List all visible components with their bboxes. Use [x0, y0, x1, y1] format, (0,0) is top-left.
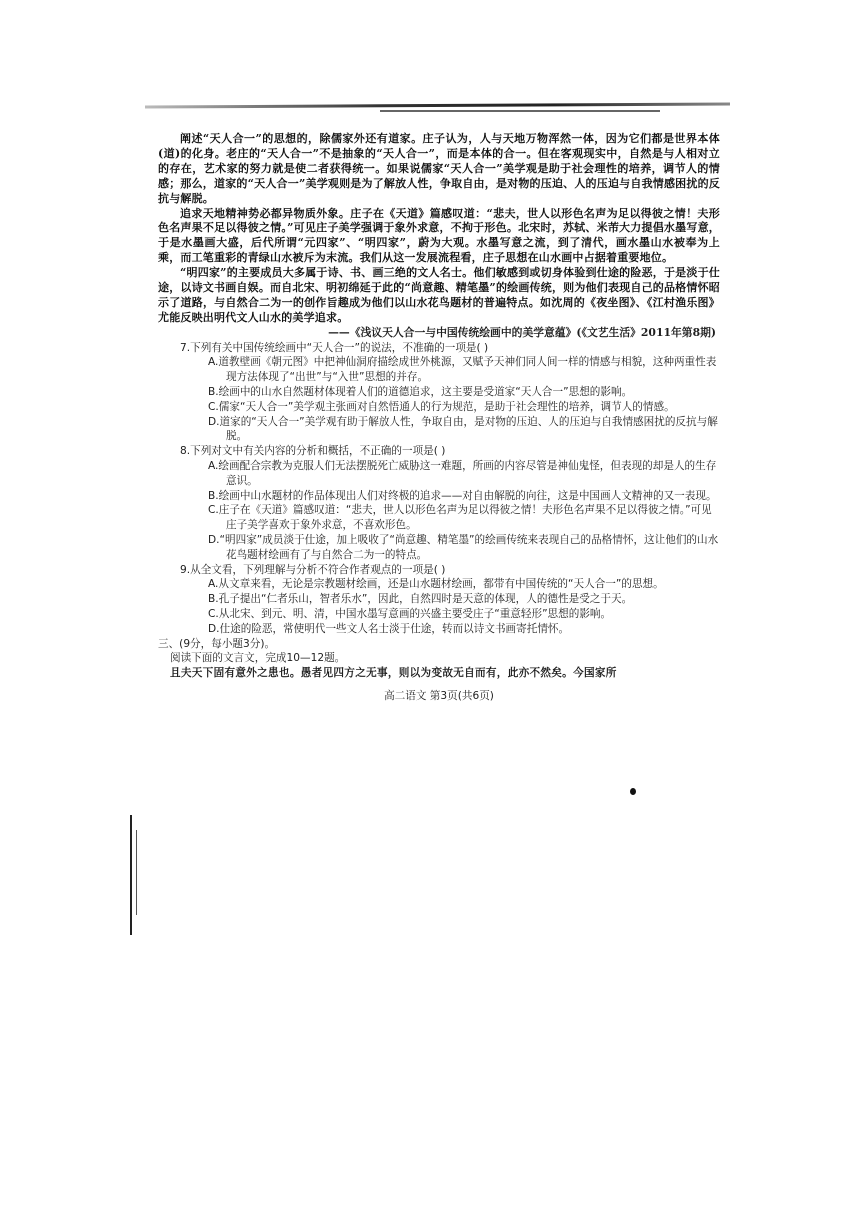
question-stem	[180, 563, 720, 578]
option-a: A.绘画配合宗教为克服人们无法摆脱死亡威胁这一难题，所画的内容尽管是神仙鬼怪，但表现的却是人的生存意识。	[208, 460, 717, 487]
exam-page	[158, 132, 720, 704]
option-b: B.绘画中山水题材的作品体现出人们对终极的追求——对自由解脱的向往，这是中国画人文精神的又一表现。	[208, 489, 717, 502]
section-instruction: 阅读下面的文言文，完成10—12题。	[170, 652, 346, 665]
question-text: 下列有关中国传统绘画中“天人合一”的说法，不准确的一项是( )	[190, 341, 489, 354]
option-c: C.儒家“天人合一”美学观主张画对自然悟通人的行为规范，是助于社会理性的培养，调节人的情感。	[208, 400, 675, 413]
option-c: C.从北宋、到元、明、清，中国水墨写意画的兴盛主要受庄子“重意轻形”思想的影响。	[208, 608, 612, 621]
question-stem	[180, 444, 720, 459]
question-list	[158, 341, 720, 681]
scan-left-edge-secondary	[136, 830, 137, 915]
passage-source: ——《浅议天人合一与中国传统绘画中的美学意蕴》(《文艺生活》2011年第8期)	[328, 325, 716, 339]
section-heading: 三、(9分，每小题3分)。	[158, 637, 276, 650]
option-d: D.仕途的险恶，常使明代一些文人名士淡于仕途，转而以诗文书画寄托情怀。	[208, 622, 570, 635]
option-a: A.从文章来看，无论是宗教题材绘画，还是山水题材绘画，都带有中国传统的“天人合一”的思想。	[208, 578, 664, 591]
scan-left-edge	[130, 815, 132, 935]
option-b: B.孔子提出“仁者乐山，智者乐水”，因此，自然四时是天意的体现，人的德性是受之于天。	[208, 593, 633, 606]
option-a: A.道教壁画《朝元图》中把神仙洞府描绘成世外桃源，又赋予天神们同人间一样的情感与相貌，这种两重性表现方法体现了“出世”与“入世”思想的并存。	[208, 356, 717, 384]
passage-paragraph: “明四家”的主要成员大多属于诗、书、画三绝的文人名士。他们敏感到或切身体验到仕途的险恶，于是淡于仕途，以诗文书画自娱。而自北宋、明初绵延于此的“尚意趣、精笔墨”的绘画传统，则为他们表现自己的品格情怀昭示了道路，与自然合二为一的创作旨趣成为他们以山水花鸟题材的普遍特点。如沈周的《夜坐图》、《江村渔乐图》尤能反映出明代文人山水的美学追求。	[158, 266, 720, 324]
option-d: D.“明四家”成员淡于仕途，加上吸收了“尚意趣、精笔墨”的绘画传统来表现自己的品格情怀，这让他们的山水花鸟题材绘画有了与自然合二为一的特点。	[208, 534, 719, 561]
passage-paragraph: 追求天地精神势必都异物质外象。庄子在《天道》篇感叹道：“悲夫，世人以形色名声为足以得彼之情！夫形色名声果不足以得彼之情。”可见庄子美学强调于象外求意，不拘于形色。北宋时，苏轼、米芾大力提倡水墨写意，于是水墨画大盛，后代所谓“元四家”、“明四家”，蔚为大观。水墨写意之流，到了清代，画水墨山水被奉为上乘，而工笔重彩的青绿山水被斥为末流。我们从这一发展流程看，庄子思想在山水画中占据着重要地位。	[158, 206, 720, 265]
page-footer: 高二语文 第3页(共6页)	[384, 690, 494, 703]
option-c: C.庄子在《天道》篇感叹道：“悲夫，世人以形色名声为足以得彼之情！夫形色名声果不足以得彼之情。”可见庄子美学喜欢于象外求意，不喜欢形色。	[208, 504, 712, 532]
question-text: 下列对文中有关内容的分析和概括，不正确的一项是( )	[190, 445, 446, 458]
question-number: 7.	[180, 341, 191, 354]
reading-passage	[158, 132, 720, 326]
question-number: 9.	[180, 563, 191, 576]
scan-top-rule	[145, 102, 730, 108]
question-number: 8.	[180, 445, 191, 458]
ink-spot	[630, 788, 636, 795]
scan-top-rule-secondary	[380, 110, 660, 112]
question-8	[180, 444, 720, 562]
option-b: B.绘画中的山水自然题材体现着人们的道德追求，这主要是受道家“天人合一”思想的影响。	[208, 386, 633, 399]
question-9	[180, 563, 720, 637]
question-text: 从全文看，下列理解与分析不符合作者观点的一项是( )	[190, 563, 446, 576]
question-7	[180, 341, 720, 445]
option-d: D.道家的“天人合一”美学观有助于解放人性，争取自由，是对物的压迫、人的压迫与自我情感困扰的反抗与解脱。	[208, 415, 718, 443]
question-stem	[180, 341, 720, 356]
classical-text-line: 且夫天下固有意外之患也。愚者见四方之无事，则以为变故无自而有，此亦不然矣。今国家所	[170, 667, 617, 680]
passage-paragraph: 阐述“天人合一”的思想的，除儒家外还有道家。庄子认为，人与天地万物浑然一体，因为它们都是世界本体(道)的化身。老庄的“天人合一”不是抽象的“天人合一”，而是本体的合一。但在客观现实中，自然是与人相对立的存在，艺术家的努力就是使二者获得统一。如果说儒家“天人合一”美学观是助于社会理性的培养，调节人的情感；那么，道家的“天人合一”美学观则是为了解放人性，争取自由，是对物的压迫、人的压迫与自我情感困扰的反抗与解脱。	[158, 132, 720, 205]
